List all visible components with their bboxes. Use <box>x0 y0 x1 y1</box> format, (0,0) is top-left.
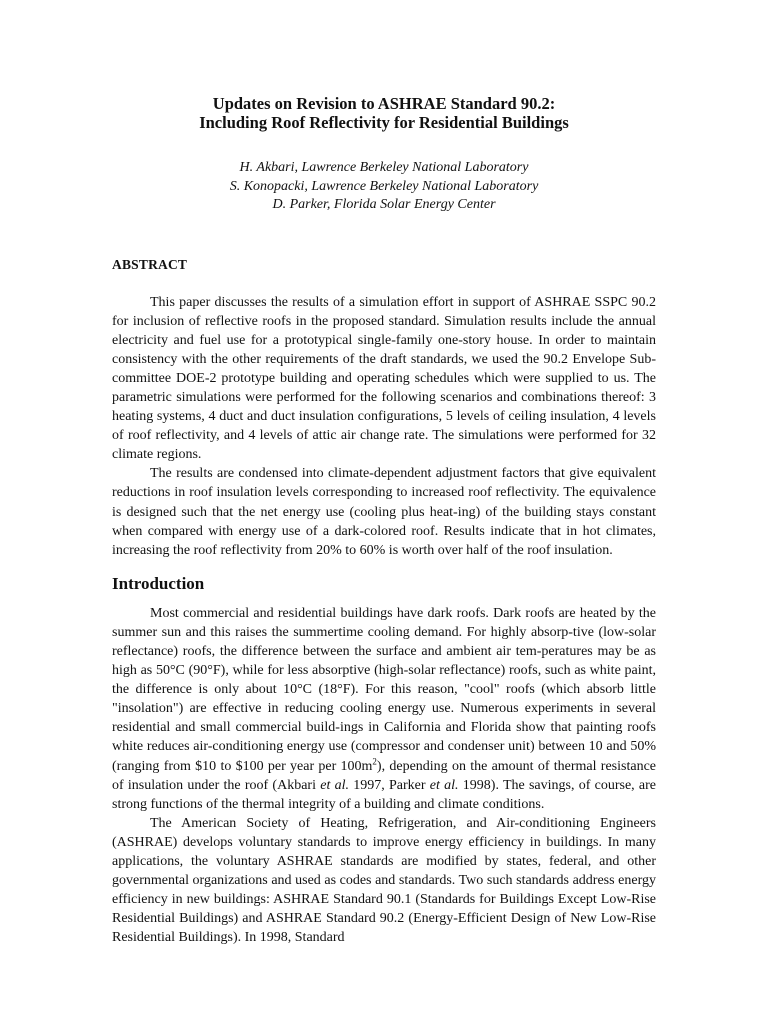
intro-p1-text-c: 1997, Parker <box>348 777 430 793</box>
introduction-heading: Introduction <box>112 573 205 593</box>
paper-title-line-1: Updates on Revision to ASHRAE Standard 90.2: <box>212 94 556 113</box>
author-konopacki: S. Konopacki, Lawrence Berkeley National Laboratory <box>229 178 539 194</box>
et-al-parker: et al. <box>429 777 459 793</box>
et-al-akbari: et al. <box>320 777 349 793</box>
author-parker: D. Parker, Florida Solar Energy Center <box>272 197 496 212</box>
intro-p1-text-a: Most commercial and residential buildings have dark roofs. Dark roofs are heated by the summer sun and this raises the summertime cooling demand. For highly absorp-tive (low-solar reflectance) roofs, the difference between the surface and ambient air tem-peratures may be as high as 50°C (90°F), while for less absorptive (high-solar reflectance) roofs, such as white paint, the difference is only about 10°C (18°F). For this reason, "cool" roofs (which absorb little "insolation") are effective in reducing cooling energy use. Numerous experiments in several residential and small commercial build-ings in California and Florida show that painting roofs white reduces air-conditioning energy use (compressor and condenser unit) between 10 and 50% (ranging from $10 to $100 per year per 100m <box>112 605 656 774</box>
abstract-paragraph-1: This paper discusses the results of a simulation effort in support of ASHRAE SSPC 90.2 for inclusion of reflective roofs in the proposed standard. Simulation results include the annual electricity and fuel use for a prototypical single-family one-story house. In order to maintain consistency with the other requirements of the draft standards, we used the 90.2 Envelope Sub-committee DOE-2 prototype building and operating schedules which were supplied to us. The parametric simulations were performed for the following scenarios and combinations thereof: 3 heating systems, 4 duct and duct insulation configurations, 5 levels of ceiling insulation, 4 levels of roof reflectivity, and 4 levels of attic air change rate. The simulations were performed for 32 climate regions. <box>112 294 656 463</box>
abstract-heading: ABSTRACT <box>112 256 188 272</box>
introduction-paragraph-2: The American Society of Heating, Refrigeration, and Air-conditioning Engineers (ASHRAE) develops voluntary standards to improve energy efficiency in buildings. In many applications, the voluntary ASHRAE standards are modified by states, federal, and other governmental organizations and used as codes and standards. Two such standards address energy efficiency in new buildings: ASHRAE Standard 90.1 (Standards for Buildings Except Low-Rise Residential Buildings) and ASHRAE Standard 90.2 (Energy-Efficient Design of New Low-Rise Residential Buildings). In 1998, Standard <box>112 815 656 946</box>
superscript-squared: 2 <box>372 755 377 766</box>
abstract-paragraph-2: The results are condensed into climate-dependent adjustment factors that give equivalent reductions in roof insulation levels corresponding to increased roof reflectivity. The equivalence is designed such that the net energy use (cooling plus heat-ing) of the building stays constant when compared with energy use of a dark-colored roof. Results indicate that in hot climates, increasing the roof reflectivity from 20% to 60% is worth over half of the roof insulation. <box>112 466 656 558</box>
intro-p1-text-b: ), depending on the amount of thermal resistance of insulation under the roof (Akbari <box>112 758 656 793</box>
intro-p1-text-d: 1998). The savings, of course, are strong functions of the thermal integrity of a building and climate conditions. <box>112 777 656 812</box>
author-list <box>112 159 656 215</box>
introduction-paragraph-1 <box>112 604 656 814</box>
title-block <box>112 0 656 215</box>
author-akbari: H. Akbari, Lawrence Berkeley National Laboratory <box>239 160 529 175</box>
paper-title-line-2: Including Roof Reflectivity for Residential Buildings <box>199 113 569 132</box>
